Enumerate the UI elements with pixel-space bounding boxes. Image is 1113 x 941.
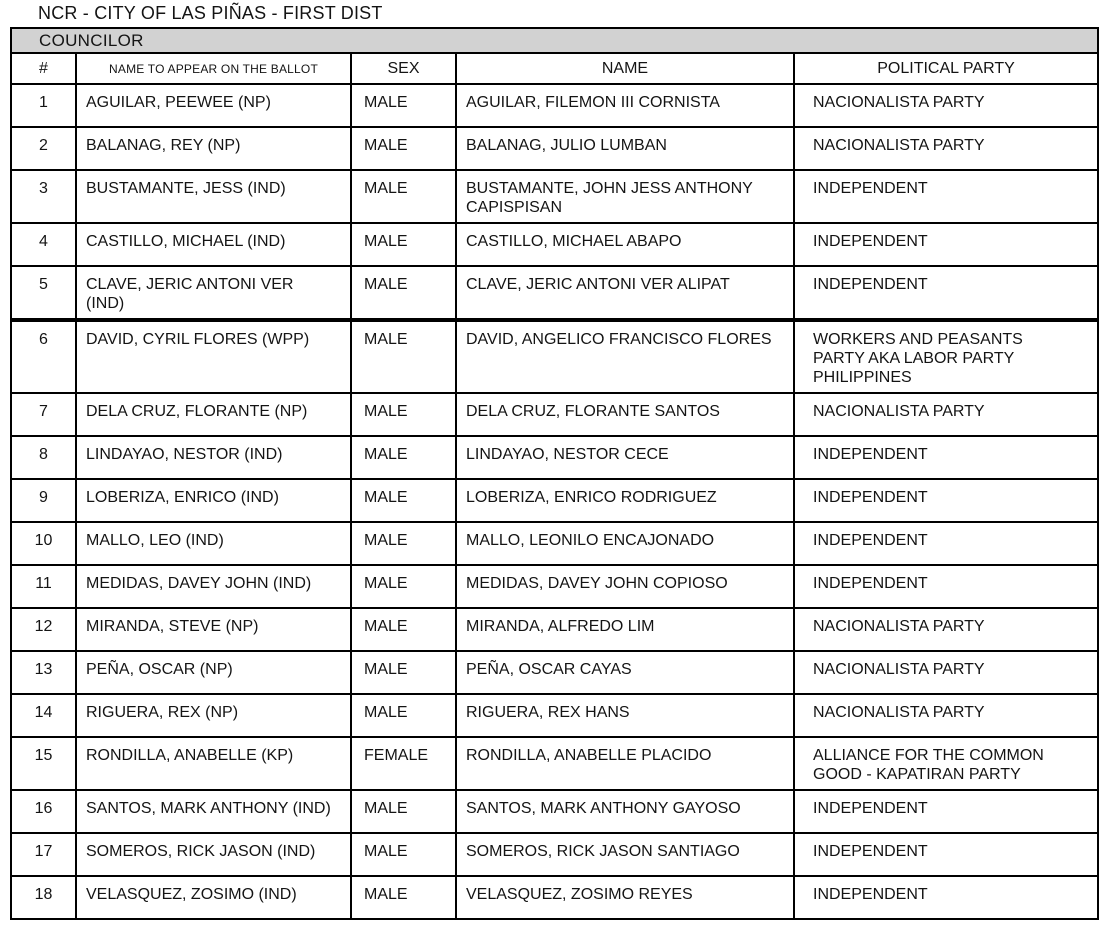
cell-full-name: RIGUERA, REX HANS [456, 694, 794, 737]
column-header-row [11, 53, 1098, 84]
candidate-row [11, 84, 1098, 127]
cell-full-name: AGUILAR, FILEMON III CORNISTA [456, 84, 794, 127]
candidate-row [11, 737, 1098, 790]
cell-party: INDEPENDENT [794, 833, 1098, 876]
cell-full-name: LOBERIZA, ENRICO RODRIGUEZ [456, 479, 794, 522]
cell-number: 5 [11, 266, 76, 320]
cell-party: INDEPENDENT [794, 522, 1098, 565]
col-header-sex: SEX [351, 53, 456, 84]
cell-party: INDEPENDENT [794, 565, 1098, 608]
cell-ballot-name: LINDAYAO, NESTOR (IND) [76, 436, 351, 479]
cell-sex: MALE [351, 694, 456, 737]
candidate-row [11, 608, 1098, 651]
candidate-row [11, 436, 1098, 479]
cell-ballot-name: LOBERIZA, ENRICO (IND) [76, 479, 351, 522]
cell-full-name: BALANAG, JULIO LUMBAN [456, 127, 794, 170]
cell-number: 3 [11, 170, 76, 223]
cell-full-name: MEDIDAS, DAVEY JOHN COPIOSO [456, 565, 794, 608]
cell-sex: MALE [351, 522, 456, 565]
position-header: COUNCILOR [11, 28, 1098, 53]
candidate-row [11, 320, 1098, 393]
cell-party: INDEPENDENT [794, 223, 1098, 266]
cell-sex: MALE [351, 790, 456, 833]
cell-party: NACIONALISTA PARTY [794, 393, 1098, 436]
cell-party: INDEPENDENT [794, 436, 1098, 479]
candidate-row [11, 223, 1098, 266]
cell-ballot-name: RIGUERA, REX (NP) [76, 694, 351, 737]
document-page [0, 3, 1113, 941]
cell-full-name: MIRANDA, ALFREDO LIM [456, 608, 794, 651]
cell-sex: MALE [351, 393, 456, 436]
cell-ballot-name: SOMEROS, RICK JASON (IND) [76, 833, 351, 876]
position-header-row [11, 28, 1098, 53]
page-title: NCR - CITY OF LAS PIÑAS - FIRST DIST [38, 3, 383, 23]
cell-full-name: DAVID, ANGELICO FRANCISCO FLORES [456, 320, 794, 393]
candidate-row [11, 479, 1098, 522]
cell-ballot-name: MEDIDAS, DAVEY JOHN (IND) [76, 565, 351, 608]
candidate-row [11, 266, 1098, 320]
col-header-number: # [11, 53, 76, 84]
cell-number: 14 [11, 694, 76, 737]
cell-party: INDEPENDENT [794, 479, 1098, 522]
cell-ballot-name: SANTOS, MARK ANTHONY (IND) [76, 790, 351, 833]
cell-sex: MALE [351, 320, 456, 393]
cell-number: 10 [11, 522, 76, 565]
councilor-candidates-table [10, 27, 1099, 920]
candidate-row [11, 170, 1098, 223]
table-body [11, 84, 1098, 919]
cell-number: 12 [11, 608, 76, 651]
cell-party: NACIONALISTA PARTY [794, 127, 1098, 170]
cell-sex: MALE [351, 84, 456, 127]
cell-ballot-name: DELA CRUZ, FLORANTE (NP) [76, 393, 351, 436]
cell-party: INDEPENDENT [794, 266, 1098, 320]
cell-ballot-name: MALLO, LEO (IND) [76, 522, 351, 565]
cell-sex: MALE [351, 127, 456, 170]
candidate-row [11, 565, 1098, 608]
cell-full-name: BUSTAMANTE, JOHN JESS ANTHONY CAPISPISAN [456, 170, 794, 223]
col-header-party: POLITICAL PARTY [794, 53, 1098, 84]
cell-sex: MALE [351, 651, 456, 694]
cell-full-name: VELASQUEZ, ZOSIMO REYES [456, 876, 794, 919]
cell-sex: MALE [351, 565, 456, 608]
cell-ballot-name: RONDILLA, ANABELLE (KP) [76, 737, 351, 790]
cell-number: 13 [11, 651, 76, 694]
candidate-row [11, 651, 1098, 694]
cell-ballot-name: BUSTAMANTE, JESS (IND) [76, 170, 351, 223]
cell-party: NACIONALISTA PARTY [794, 651, 1098, 694]
cell-number: 18 [11, 876, 76, 919]
candidate-row [11, 393, 1098, 436]
cell-sex: MALE [351, 479, 456, 522]
cell-ballot-name: PEÑA, OSCAR (NP) [76, 651, 351, 694]
cell-sex: MALE [351, 436, 456, 479]
col-header-name: NAME [456, 53, 794, 84]
cell-full-name: LINDAYAO, NESTOR CECE [456, 436, 794, 479]
cell-number: 8 [11, 436, 76, 479]
cell-sex: FEMALE [351, 737, 456, 790]
cell-number: 16 [11, 790, 76, 833]
cell-full-name: SANTOS, MARK ANTHONY GAYOSO [456, 790, 794, 833]
cell-party: WORKERS AND PEASANTS PARTY AKA LABOR PARTY PHILIPPINES [794, 320, 1098, 393]
cell-ballot-name: VELASQUEZ, ZOSIMO (IND) [76, 876, 351, 919]
cell-sex: MALE [351, 833, 456, 876]
candidate-row [11, 694, 1098, 737]
cell-number: 2 [11, 127, 76, 170]
cell-full-name: DELA CRUZ, FLORANTE SANTOS [456, 393, 794, 436]
cell-sex: MALE [351, 223, 456, 266]
candidate-row [11, 522, 1098, 565]
cell-sex: MALE [351, 876, 456, 919]
cell-party: ALLIANCE FOR THE COMMON GOOD - KAPATIRAN PARTY [794, 737, 1098, 790]
cell-party: NACIONALISTA PARTY [794, 608, 1098, 651]
cell-full-name: CLAVE, JERIC ANTONI VER ALIPAT [456, 266, 794, 320]
cell-ballot-name: MIRANDA, STEVE (NP) [76, 608, 351, 651]
cell-ballot-name: CASTILLO, MICHAEL (IND) [76, 223, 351, 266]
cell-number: 6 [11, 320, 76, 393]
cell-ballot-name: CLAVE, JERIC ANTONI VER (IND) [76, 266, 351, 320]
cell-number: 17 [11, 833, 76, 876]
cell-number: 11 [11, 565, 76, 608]
cell-number: 15 [11, 737, 76, 790]
cell-party: NACIONALISTA PARTY [794, 694, 1098, 737]
cell-number: 7 [11, 393, 76, 436]
candidate-row [11, 790, 1098, 833]
candidate-row [11, 127, 1098, 170]
cell-full-name: CASTILLO, MICHAEL ABAPO [456, 223, 794, 266]
cell-party: INDEPENDENT [794, 876, 1098, 919]
cell-ballot-name: BALANAG, REY (NP) [76, 127, 351, 170]
cell-sex: MALE [351, 266, 456, 320]
cell-number: 4 [11, 223, 76, 266]
cell-number: 9 [11, 479, 76, 522]
cell-full-name: RONDILLA, ANABELLE PLACIDO [456, 737, 794, 790]
col-header-ballot-name: NAME TO APPEAR ON THE BALLOT [76, 53, 351, 84]
cell-party: INDEPENDENT [794, 170, 1098, 223]
cell-party: NACIONALISTA PARTY [794, 84, 1098, 127]
cell-ballot-name: AGUILAR, PEEWEE (NP) [76, 84, 351, 127]
cell-ballot-name: DAVID, CYRIL FLORES (WPP) [76, 320, 351, 393]
cell-full-name: SOMEROS, RICK JASON SANTIAGO [456, 833, 794, 876]
cell-full-name: MALLO, LEONILO ENCAJONADO [456, 522, 794, 565]
cell-number: 1 [11, 84, 76, 127]
cell-full-name: PEÑA, OSCAR CAYAS [456, 651, 794, 694]
cell-party: INDEPENDENT [794, 790, 1098, 833]
candidate-row [11, 876, 1098, 919]
cell-sex: MALE [351, 608, 456, 651]
cell-sex: MALE [351, 170, 456, 223]
candidate-row [11, 833, 1098, 876]
